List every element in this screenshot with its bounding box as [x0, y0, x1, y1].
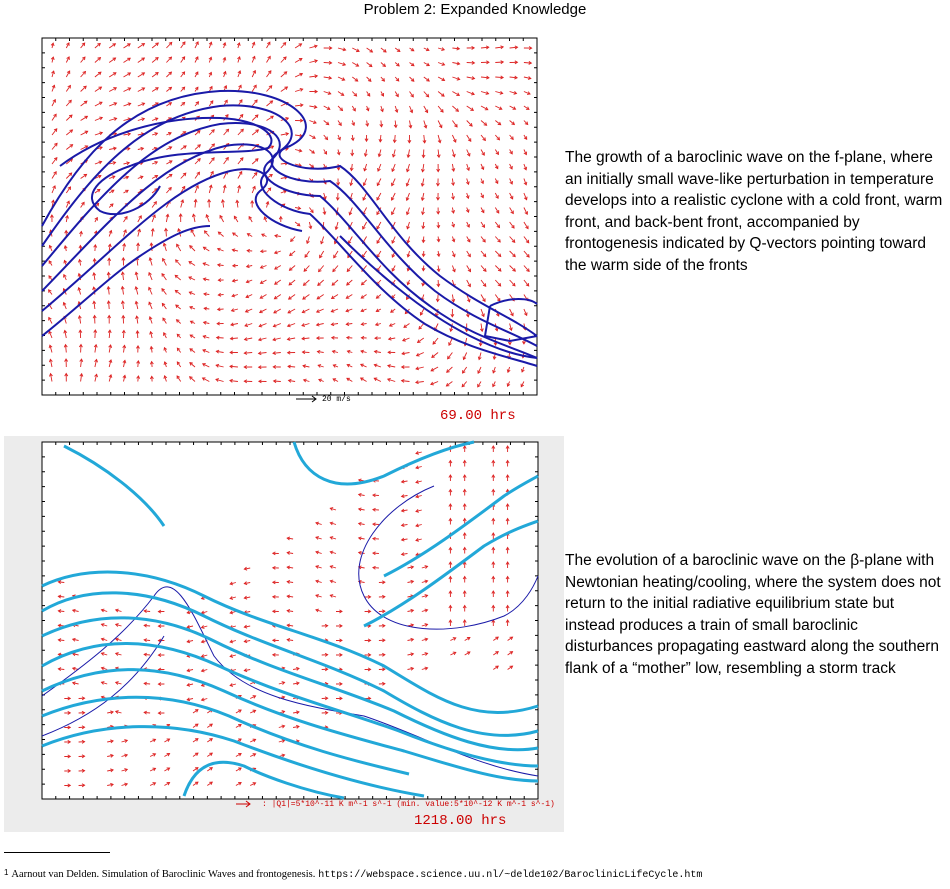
- legend-arrow-icon: [236, 801, 250, 807]
- figure-1-caption: The growth of a baroclinic wave on the f-plane, where an initially small wave-like perturbation in temperature develops into a realistic cyclone with a cold front, warm front, and back-bent front, accompanied by frontogenesis indicated by Q-vectors pointing toward the warm side of the fronts: [565, 149, 943, 274]
- figure-2-panel: [4, 436, 564, 832]
- page-title: Problem 2: Expanded Knowledge: [363, 1, 587, 18]
- figure-1-panel: [40, 36, 540, 430]
- figure-2-plot: [4, 436, 564, 832]
- figure-1-plot: [40, 36, 540, 430]
- scale-arrow-icon: [296, 396, 316, 402]
- footnote-rule: [4, 852, 110, 853]
- figure-2-caption: The evolution of a baroclinic wave on the β-plane with Newtonian heating/cooling, where the system does not return to the initial radiative equilibrium state but instead produces a train of small baroclinic disturbances propagating eastward along the southern flank of a “mother” low, resembling a storm track: [565, 552, 941, 677]
- footnote-marker: 1: [4, 868, 9, 877]
- figure-2-time-label: 1218.00 hrs: [414, 813, 507, 829]
- footnote-text: Aarnout van Delden. Simulation of Baroclinic Waves and frontogenesis.: [11, 869, 316, 880]
- footnote-url[interactable]: https://webspace.science.uu.nl/~delde102/BaroclinicLifeCycle.htm: [318, 870, 703, 881]
- footnote: [4, 868, 702, 881]
- figure-2-legend: : |Q1|=5*10^-11 K m^-1 s^-1 (min. value:5*10^-12 K m^-1 s^-1): [262, 800, 555, 809]
- figure-1-scale-label: 20 m/s: [322, 395, 351, 404]
- figure-1-time-label: 69.00 hrs: [440, 408, 516, 424]
